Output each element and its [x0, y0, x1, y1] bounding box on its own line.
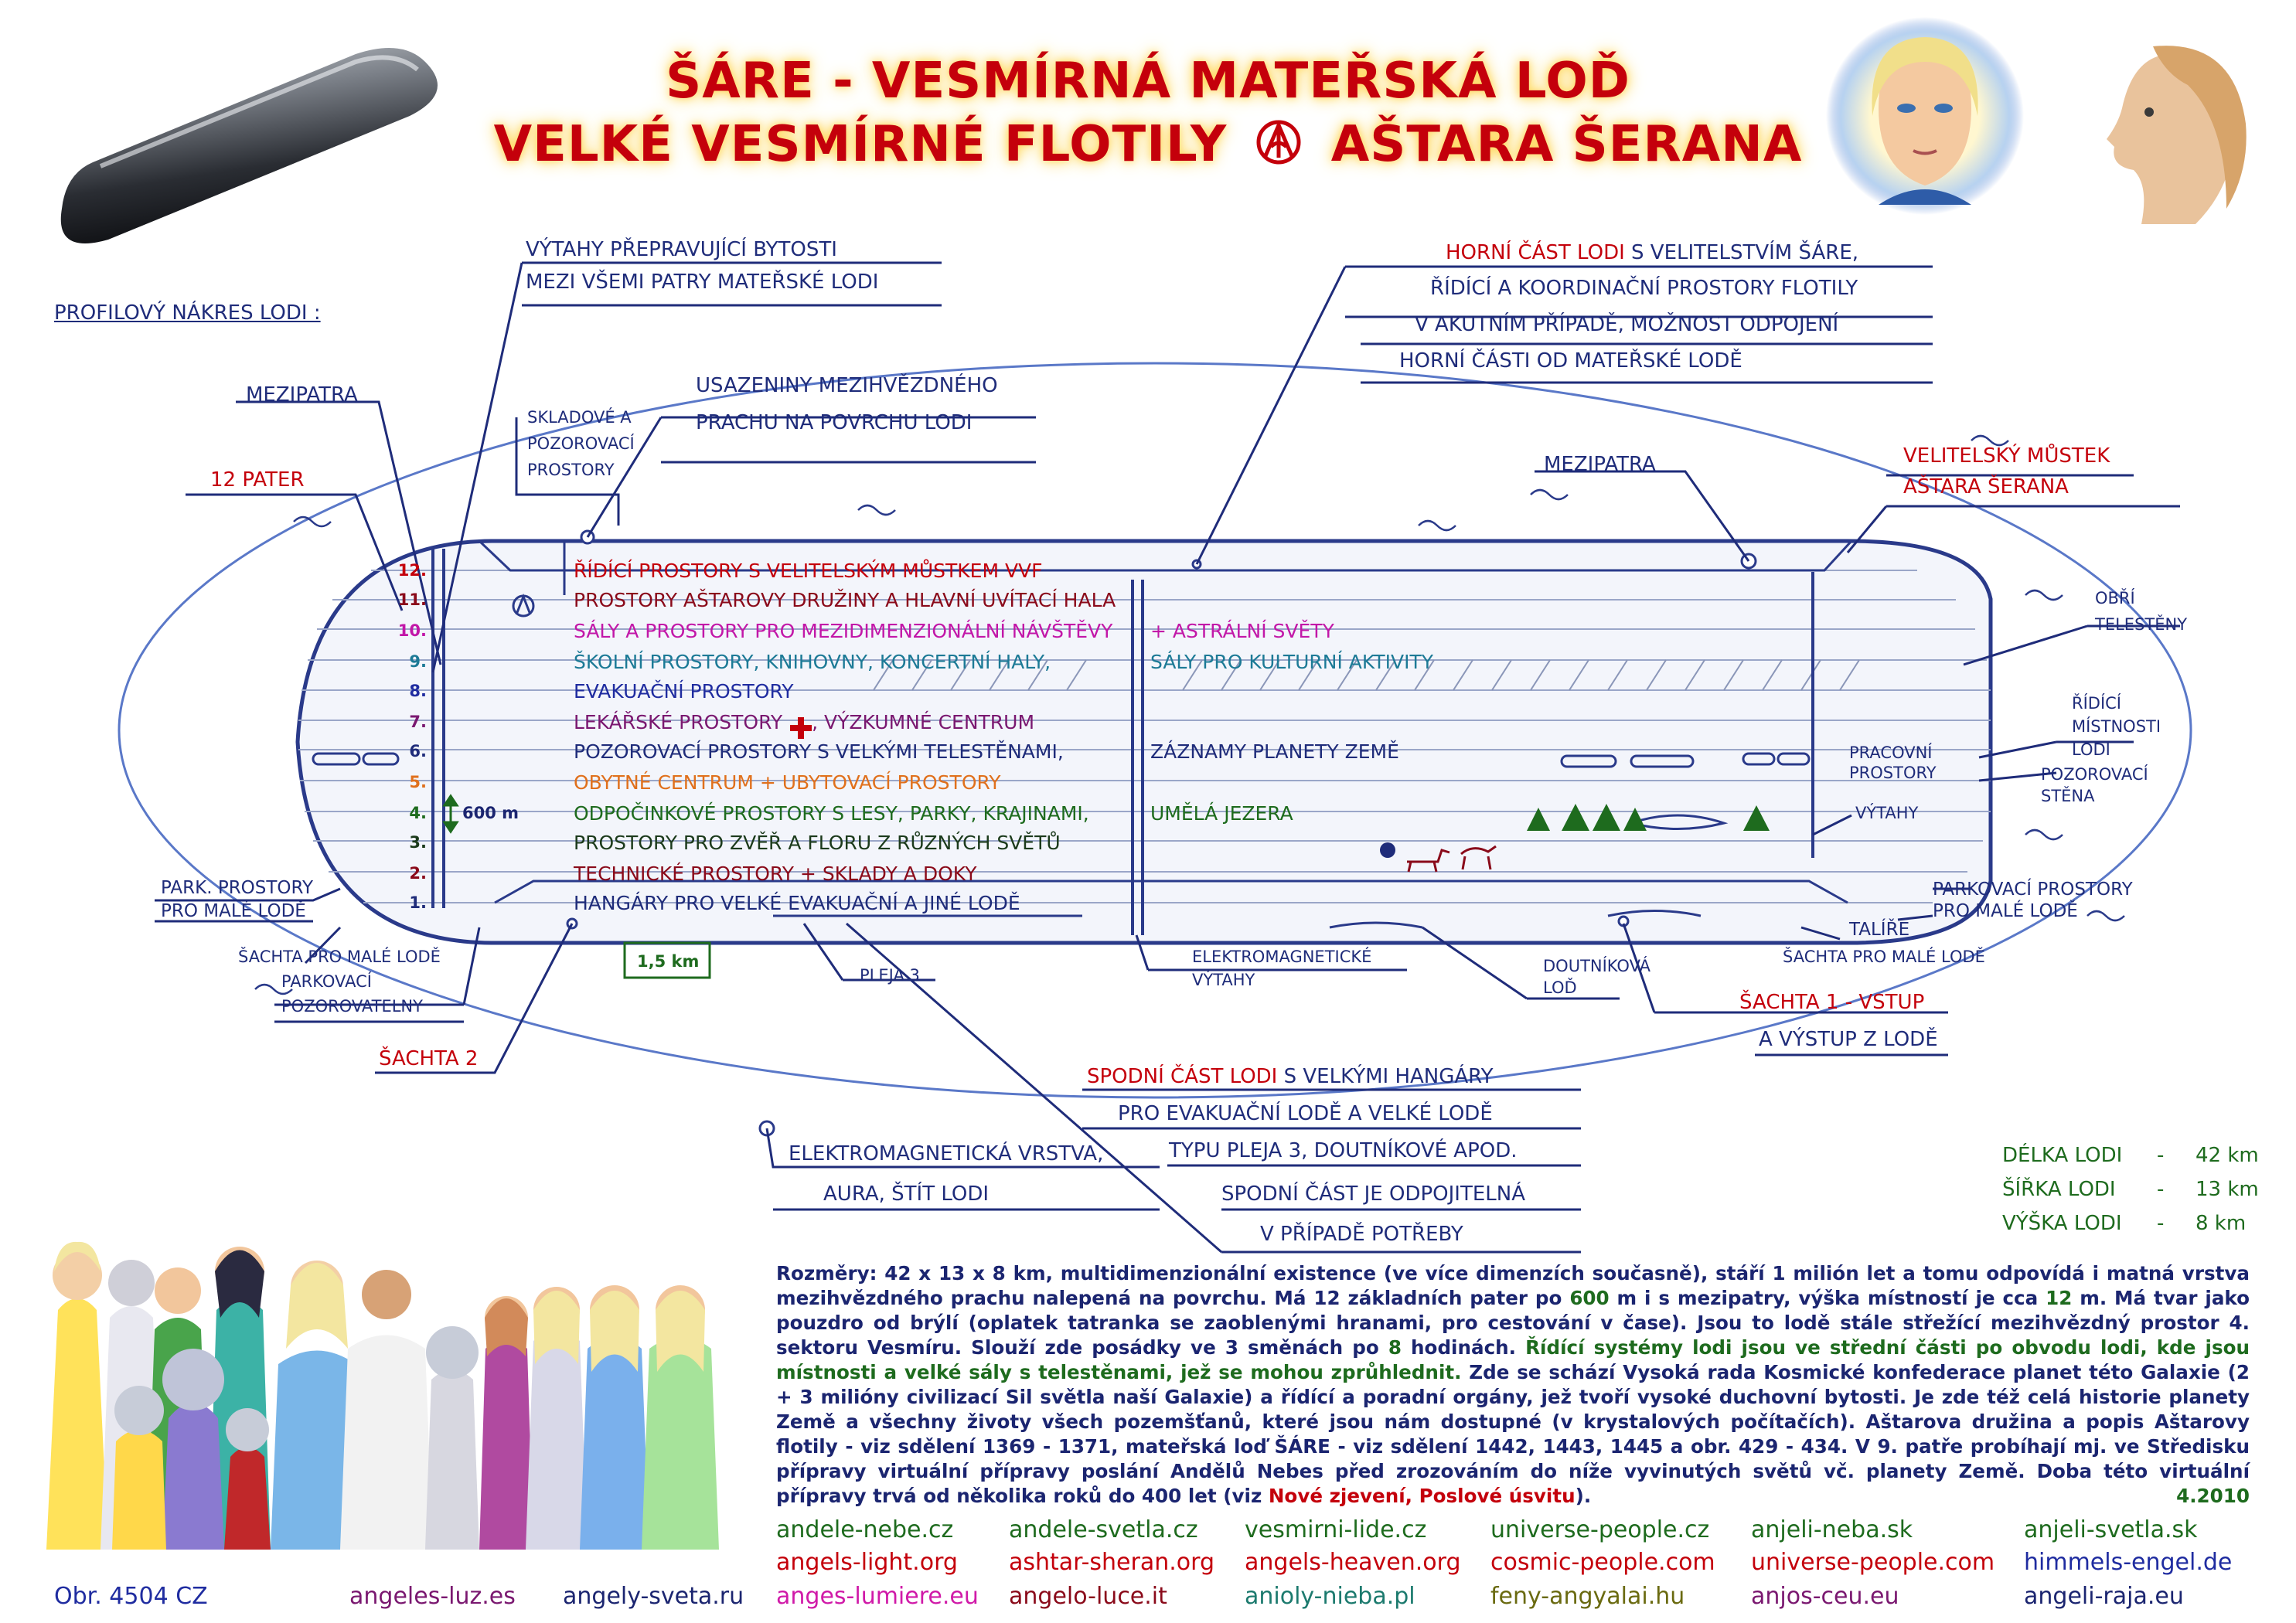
desc-p4: hodinách.	[1401, 1336, 1526, 1359]
level-number: 3.	[409, 833, 427, 852]
level-description: ŘÍDÍCÍ PROSTORY S VELITELSKÝM MŮSTKEM VVF	[574, 560, 1043, 582]
upper-part-label-2: ŘÍDÍCÍ A KOORDINAČNÍ PROSTORY FLOTILY	[1430, 277, 1858, 300]
website-link[interactable]: anioly-nieba.pl	[1245, 1583, 1415, 1610]
website-link[interactable]: ashtar-sheran.org	[1009, 1549, 1214, 1576]
website-link[interactable]: universe-people.cz	[1490, 1516, 1710, 1543]
obs-parking-label-1: PARKOVACÍ	[281, 972, 372, 991]
park-right-label-2: PRO MALÉ LODĚ	[1933, 901, 2078, 921]
control-rooms-label-2: MÍSTNOSTI	[2072, 717, 2161, 736]
lower-part-label-2: PRO EVAKUAČNÍ LODĚ A VELKÉ LODĚ	[1118, 1102, 1493, 1125]
twelve-floors-label: 12 PATER	[210, 468, 305, 492]
dimension-value: 13 km	[2196, 1178, 2259, 1201]
observation-wall-label-2: STĚNA	[2041, 787, 2095, 805]
level-number: 7.	[409, 713, 427, 731]
website-link[interactable]: angels-heaven.org	[1245, 1549, 1461, 1576]
website-link[interactable]: anjos-ceu.eu	[1751, 1583, 1899, 1610]
storage-label-2: POZOROVACÍ	[527, 434, 635, 453]
upper-part-label-1	[1446, 241, 1858, 264]
desc-p5: Zde se schází Vysoká rada Kosmické konfederace planet této Galaxie (2 + 3 milióny civilizací Sil světla naší Galaxie) a řídící a poradní orgány, jež tvoří vysoké duchovní bytosti. Je zde též celá historie planety Země a všechny životy všech pozemšťanů, které jsou nám dostupné (v krystalových počítačích). Aštarova družina a popis Aštarovy flotily - viz sdělení 1369 - 1371, mateřská loď ŠÁRE - viz sdělení 1442, 1443, 1445 a obr. 429 - 434. V 9. patře probíhají mj. ve Středisku přípravy virtuální přípravy poslání Andělů Nebes před zrozováním do níže vyvinutých světů vč. planety Země. Doba této virtuální přípravy trvá od několika roků do 400 let (viz	[776, 1361, 2250, 1507]
desc-g1: Řídící systémy lodi jsou ve střední části po obvodu lodi, kde jsou místnosti a velké sály s telestěnami, jež se mohou zprůhlednit.	[776, 1336, 2250, 1383]
level-description: SÁLY A PROSTORY PRO MEZIDIMENZIONÁLNÍ NÁVŠTĚVY	[574, 620, 1113, 642]
storage-label-3: PROSTORY	[527, 461, 615, 479]
website-link[interactable]: cosmic-people.com	[1490, 1549, 1715, 1576]
park-small-label-2: PRO MALÉ LODĚ	[161, 901, 306, 921]
control-rooms-label-1: ŘÍDÍCÍ	[2072, 694, 2122, 713]
level-description-right: ZÁZNAMY PLANETY ZEMĚ	[1150, 740, 1399, 763]
website-link[interactable]: angeles-luz.es	[349, 1583, 516, 1610]
width-scale-label: 1,5 km	[637, 952, 700, 971]
cigar-ship-label-2: LOĎ	[1543, 978, 1577, 997]
mezipatra-right-label: MEZIPATRA	[1544, 453, 1656, 476]
website-link[interactable]: himmels-engel.de	[2024, 1549, 2233, 1576]
level-description-right: SÁLY PRO KULTURNÍ AKTIVITY	[1150, 651, 1434, 673]
dust-label-1: USAZENINY MEZIHVĚZDNÉHO	[696, 374, 998, 397]
dimension-separator: -	[2157, 1212, 2165, 1235]
shaft2-label: ŠACHTA 2	[379, 1047, 479, 1070]
upper-part-label-4: HORNÍ ČÁSTI OD MATEŘSKÉ LODĚ	[1399, 349, 1742, 373]
level-description: EVAKUAČNÍ PROSTORY	[574, 680, 794, 703]
website-link[interactable]: angels-light.org	[776, 1549, 958, 1576]
desc-p1: Rozměry: 42 x 13 x 8 km, multidimenzionální existence (ve více dimenzích současně), stáří 1 milión let a tomu odpovídá i matná vrstva mezihvězdného prachu nalepená na povrchu. Má 12 základních pater po	[776, 1262, 2250, 1309]
website-link[interactable]: anjeli-neba.sk	[1751, 1516, 1913, 1543]
website-link[interactable]: vesmirni-lide.cz	[1245, 1516, 1427, 1543]
lower-part-label-4: SPODNÍ ČÁST JE ODPOJITELNÁ	[1221, 1182, 1525, 1206]
dust-label-2: PRACHU NA POVRCHU LODI	[696, 411, 973, 434]
screens-label-1: OBŘÍ	[2095, 589, 2135, 607]
level-description-right: UMĚLÁ JEZERA	[1150, 802, 1293, 825]
website-link[interactable]: angely-sveta.ru	[563, 1583, 744, 1610]
height-scale-label: 600 m	[462, 804, 519, 822]
level-description-right: + ASTRÁLNÍ SVĚTY	[1150, 620, 1334, 642]
level-number: 1.	[409, 893, 427, 912]
title-line2-part2: AŠTARA ŠERANA	[1330, 116, 1803, 173]
dimension-value: 42 km	[2196, 1144, 2259, 1167]
screens-label-2: TELESTĚNY	[2095, 615, 2188, 634]
shaft1-label-1: ŠACHTA 1 - VSTUP	[1739, 991, 1925, 1014]
level-description: ŠKOLNÍ PROSTORY, KNIHOVNY, KONCERTNÍ HALY,	[574, 651, 1051, 673]
level-description: PROSTORY AŠTAROVY DRUŽINY A HLAVNÍ UVÍTACÍ HALA	[574, 589, 1116, 611]
obs-parking-label-2: POZOROVATELNY	[281, 997, 423, 1016]
level-number: 2.	[409, 864, 427, 883]
desc-p6: ).	[1575, 1485, 1592, 1507]
lower-part-title: SPODNÍ ČÁST LODI	[1087, 1065, 1278, 1088]
website-link[interactable]: angeli-raja.eu	[2024, 1583, 2184, 1610]
level-description: HANGÁRY PRO VELKÉ EVAKUAČNÍ A JINÉ LODĚ	[574, 892, 1020, 914]
em-layer-label-1: ELEKTROMAGNETICKÁ VRSTVA,	[789, 1142, 1104, 1165]
work-spaces-label-2: PROSTORY	[1849, 764, 1937, 782]
title-line2-part1: VELKÉ VESMÍRNÉ FLOTILY	[493, 116, 1228, 173]
level-description-suffix: , VÝZKUMNÉ CENTRUM	[812, 711, 1035, 733]
level-description: LEKÁŘSKÉ PROSTORY , VÝZKUMNÉ CENTRUM	[574, 711, 1035, 733]
level-number: 12.	[397, 561, 427, 580]
desc-n12: 12	[2046, 1287, 2073, 1309]
desc-n600: 600	[1569, 1287, 1610, 1309]
lower-part-label-3: TYPU PLEJA 3, DOUTNÍKOVÉ APOD.	[1169, 1139, 1518, 1162]
dimension-label: ŠÍŘKA LODI	[2002, 1178, 2116, 1201]
pleja-label: PLEJA 3	[860, 966, 920, 985]
level-description: OBYTNÉ CENTRUM + UBYTOVACÍ PROSTORY	[574, 771, 1001, 794]
level-description: PROSTORY PRO ZVĚŘ A FLORU Z RŮZNÝCH SVĚTŮ	[574, 832, 1061, 854]
level-description: POZOROVACÍ PROSTORY S VELKÝMI TELESTĚNAMI,	[574, 740, 1064, 763]
control-rooms-label-3: LODI	[2072, 740, 2110, 759]
upper-part-title: HORNÍ ČÁST LODI	[1446, 241, 1625, 264]
saucer-label: TALÍŘE	[1849, 920, 1910, 940]
level-number: 8.	[409, 682, 427, 700]
website-link[interactable]: andele-svetla.cz	[1009, 1516, 1198, 1543]
figure-id: Obr. 4504 CZ	[54, 1583, 208, 1610]
cigar-ship-label-1: DOUTNÍKOVÁ	[1543, 957, 1650, 975]
lower-part-title-rest: S VELKÝMI HANGÁRY	[1277, 1065, 1494, 1088]
desc-n8: 8	[1388, 1336, 1402, 1359]
website-link[interactable]: anjeli-svetla.sk	[2024, 1516, 2198, 1543]
level-number: 10.	[397, 621, 427, 640]
level-number: 5.	[409, 773, 427, 791]
dimension-label: DÉLKA LODI	[2002, 1144, 2123, 1167]
shaft-small-left-label: ŠACHTA PRO MALÉ LODĚ	[238, 948, 441, 966]
level-description: TECHNICKÉ PROSTORY + SKLADY A DOKY	[574, 863, 977, 885]
elevators-label-1: VÝTAHY PŘEPRAVUJÍCÍ BYTOSTI	[526, 238, 837, 261]
website-link[interactable]: andele-nebe.cz	[776, 1516, 954, 1543]
dimension-label: VÝŠKA LODI	[2002, 1212, 2122, 1235]
shaft-small-right-label: ŠACHTA PRO MALÉ LODĚ	[1783, 948, 1985, 966]
website-link[interactable]: feny-angyalai.hu	[1490, 1583, 1685, 1610]
lifts-label: VÝTAHY	[1855, 804, 1919, 822]
dimension-value: 8 km	[2196, 1212, 2247, 1235]
shaft1-label-2: A VÝSTUP Z LODĚ	[1759, 1028, 1938, 1051]
description-paragraph	[776, 1261, 2250, 1509]
dimension-separator: -	[2157, 1144, 2165, 1167]
bridge-label-1: VELITELSKÝ MŮSTEK	[1903, 444, 2110, 468]
beings-illustration-image	[23, 1194, 758, 1557]
upper-part-label-3: V AKUTNÍM PŘÍPADĚ, MOŽNOST ODPOJENÍ	[1415, 313, 1839, 336]
work-spaces-label-1: PRACOVNÍ	[1849, 743, 1933, 762]
em-layer-label-2: AURA, ŠTÍT LODI	[823, 1182, 990, 1206]
level-number: 11.	[397, 590, 427, 609]
elevators-label-2: MEZI VŠEMI PATRY MATEŘSKÉ LODI	[526, 270, 879, 294]
mezipatra-left-label: MEZIPATRA	[246, 383, 358, 407]
level-number: 9.	[409, 652, 427, 671]
storage-label-1: SKLADOVÉ A	[527, 408, 632, 427]
desc-p2: m i s mezipatry, výška místností je cca	[1609, 1287, 2046, 1309]
profile-drawing-label: PROFILOVÝ NÁKRES LODI :	[54, 301, 321, 325]
level-number: 4.	[409, 804, 427, 822]
desc-p3: m. Má tvar jako pouzdro od brýlí (oplatek tatranka se zaoblenými hranami, pro cestování v čase). Jsou to lodě stále střežící mezihvězdný prostor 4. sektoru Vesmíru. Slouží zde posádky ve 3 směnách po	[776, 1287, 2250, 1359]
website-link[interactable]: anges-lumiere.eu	[776, 1583, 979, 1610]
park-small-label-1: PARK. PROSTORY	[161, 878, 314, 898]
lower-part-label-5: V PŘÍPADĚ POTŘEBY	[1260, 1223, 1463, 1246]
lower-part-label-1	[1087, 1065, 1493, 1088]
em-lifts-label-1: ELEKTROMAGNETICKÉ	[1192, 948, 1372, 966]
page-title-line1: ŠÁRE - VESMÍRNÁ MATEŘSKÁ LOĎ	[666, 53, 1630, 110]
website-link[interactable]: universe-people.com	[1751, 1549, 1995, 1576]
website-link[interactable]: angelo-luce.it	[1009, 1583, 1167, 1610]
upper-part-title-rest: S VELITELSTVÍM ŠÁRE,	[1624, 241, 1859, 264]
bridge-label-2: AŠTARA ŠERANA	[1903, 475, 2069, 498]
desc-date: 4.2010	[2176, 1485, 2250, 1507]
level-description: ODPOČINKOVÉ PROSTORY S LESY, PARKY, KRAJINAMI,	[574, 802, 1089, 825]
observation-wall-label-1: POZOROVACÍ	[2041, 765, 2148, 784]
em-lifts-label-2: VÝTAHY	[1192, 971, 1255, 989]
dimension-separator: -	[2157, 1178, 2165, 1201]
park-right-label-1: PARKOVACÍ PROSTORY	[1933, 880, 2133, 900]
desc-r1: Nové zjevení, Poslové úsvitu	[1268, 1485, 1576, 1507]
level-number: 6.	[409, 742, 427, 760]
